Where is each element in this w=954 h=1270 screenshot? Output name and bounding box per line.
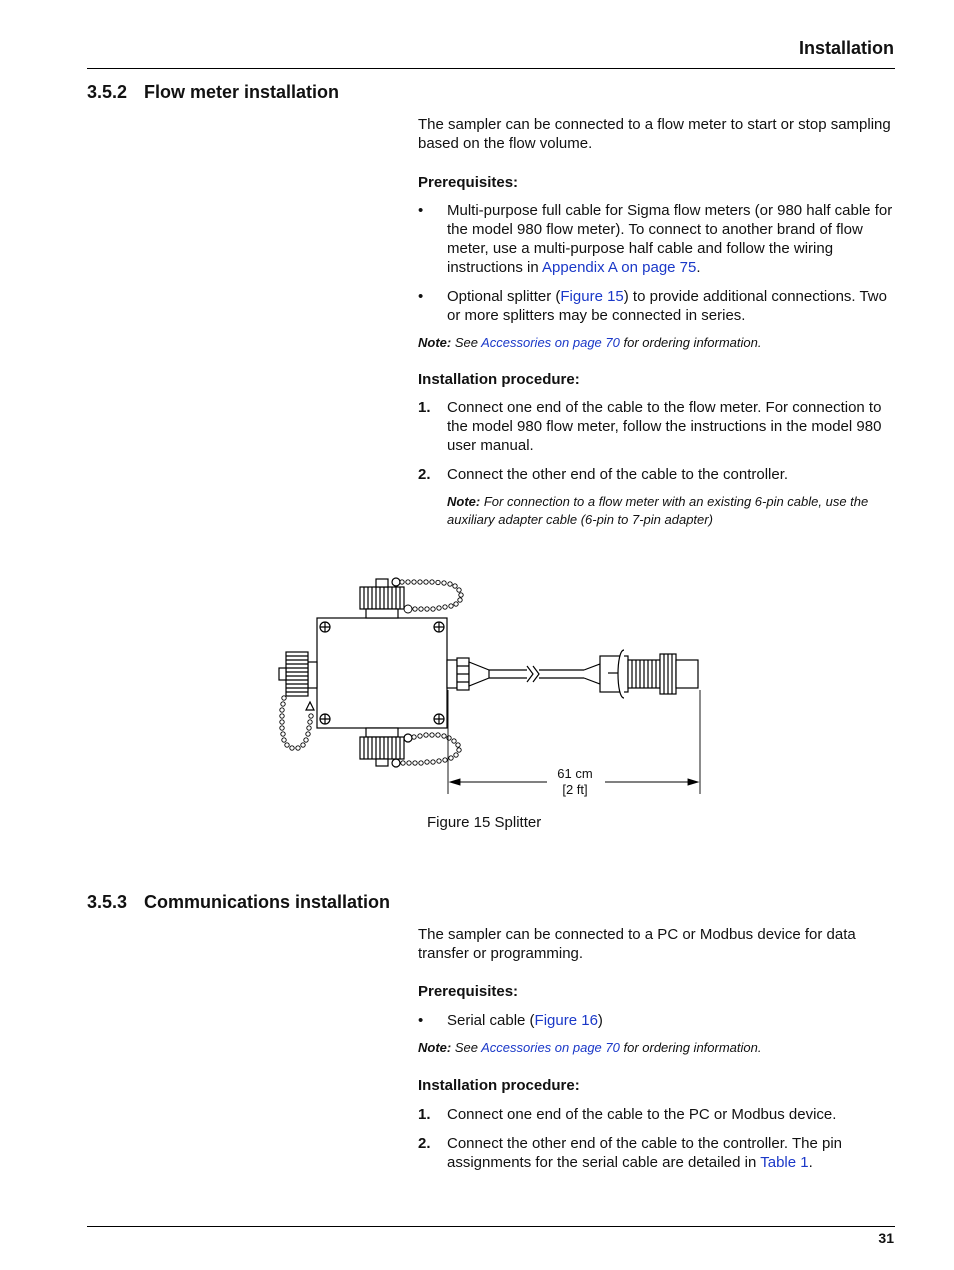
installation-procedure-label: Installation procedure: [418,1077,580,1094]
step-text: Connect one end of the cable to the PC or Modbus device. [447,1106,837,1123]
link-figure-15[interactable]: Figure 15 [560,288,624,305]
prerequisite-bullet-cable [418,201,898,277]
header-rule [87,68,895,69]
bullet-text-end: ) to provide additional connections. Two or more splitters may be connected in series. [447,288,887,324]
procedure-step-1 [418,398,898,455]
link-accessories[interactable]: Accessories on page 70 [481,335,620,350]
section-title: Communications installation [144,892,391,912]
bullet-marker: • [418,288,424,305]
dimension-label-cm: 61 cm [557,766,593,781]
section-heading-communications [87,892,390,913]
note-label: Note: [447,494,481,509]
link-appendix-a[interactable]: Appendix A on page 75 [542,259,697,276]
bottom-chain [401,733,461,765]
note-text: See [451,335,482,350]
splitter-figure [270,570,720,802]
figure-caption: Figure 15 Splitter [427,814,542,831]
prerequisite-bullet-serial-cable [418,1011,898,1030]
prerequisites-label: Prerequisites: [418,983,519,1000]
note-6pin-adapter [418,493,898,529]
top-connector [360,578,404,618]
step-text-end: . [808,1154,813,1171]
step-text: Connect the other end of the cable to the controller. [447,466,789,483]
intro-paragraph: The sampler can be connected to a PC or Modbus device for data transfer or programming. [418,926,856,962]
procedure-step-2 [418,465,898,484]
link-figure-16[interactable]: Figure 16 [534,1012,598,1029]
note-accessories [418,334,898,352]
note-text-end: for ordering information. [619,1040,762,1055]
note-label: Note: [418,1040,452,1055]
bullet-text: Multi-purpose full cable for Sigma flow meters (or 980 half cable for the model 980 flow meter). To connect to another brand of flow meter, use a multi-purpose half cable and follow the wiring instructions in [447,202,893,276]
section-body-communications [418,925,898,1172]
bullet-marker: • [418,1012,424,1029]
page-number: 31 [878,1230,894,1246]
junction-box [317,618,447,728]
prerequisite-bullet-splitter [418,287,898,325]
note-text: See [451,1040,482,1055]
intro-paragraph: The sampler can be connected to a flow meter to start or stop sampling based on the flow volume. [418,116,891,152]
step-number: 1. [418,399,431,416]
right-plug [600,650,698,698]
top-chain [400,580,463,613]
left-connector [279,652,317,710]
note-text-end: for ordering information. [619,335,762,350]
footer-rule [87,1226,895,1227]
section-title: Flow meter installation [144,82,340,102]
step-number: 2. [418,1135,431,1152]
left-chain [280,696,313,750]
step-text: Connect the other end of the cable to the controller. The pin assignments for the serial cable are detailed in [447,1135,842,1171]
dimension-label-ft: [2 ft] [562,782,588,797]
bullet-marker: • [418,202,424,219]
note-label: Note: [418,335,452,350]
step-number: 1. [418,1106,431,1123]
link-accessories[interactable]: Accessories on page 70 [481,1040,620,1055]
cable [489,664,600,684]
note-text: For connection to a flow meter with an existing 6-pin cable, use the auxiliary adapter cable (6-pin to 7-pin adapter) [447,494,869,527]
bullet-text-end: . [696,259,701,276]
procedure-step-2 [418,1134,898,1172]
bullet-text: Optional splitter ( [447,288,561,305]
note-accessories [418,1039,898,1057]
right-gland [447,658,489,690]
section-number: 3.5.3 [87,892,128,912]
section-heading-flow-meter [87,82,339,103]
installation-procedure-label: Installation procedure: [418,371,580,388]
section-number: 3.5.2 [87,82,128,102]
running-header-title: Installation [798,38,894,58]
step-text: Connect one end of the cable to the flow meter. For connection to the model 980 flow meter, follow the instructions in the model 980 user manual. [447,399,882,454]
step-number: 2. [418,466,431,483]
prerequisites-label: Prerequisites: [418,174,519,191]
bullet-text: Serial cable ( [447,1012,535,1029]
procedure-step-1 [418,1105,898,1124]
section-body-flow-meter [418,115,898,529]
bullet-text-end: ) [597,1012,603,1029]
link-table-1[interactable]: Table 1 [760,1154,809,1171]
